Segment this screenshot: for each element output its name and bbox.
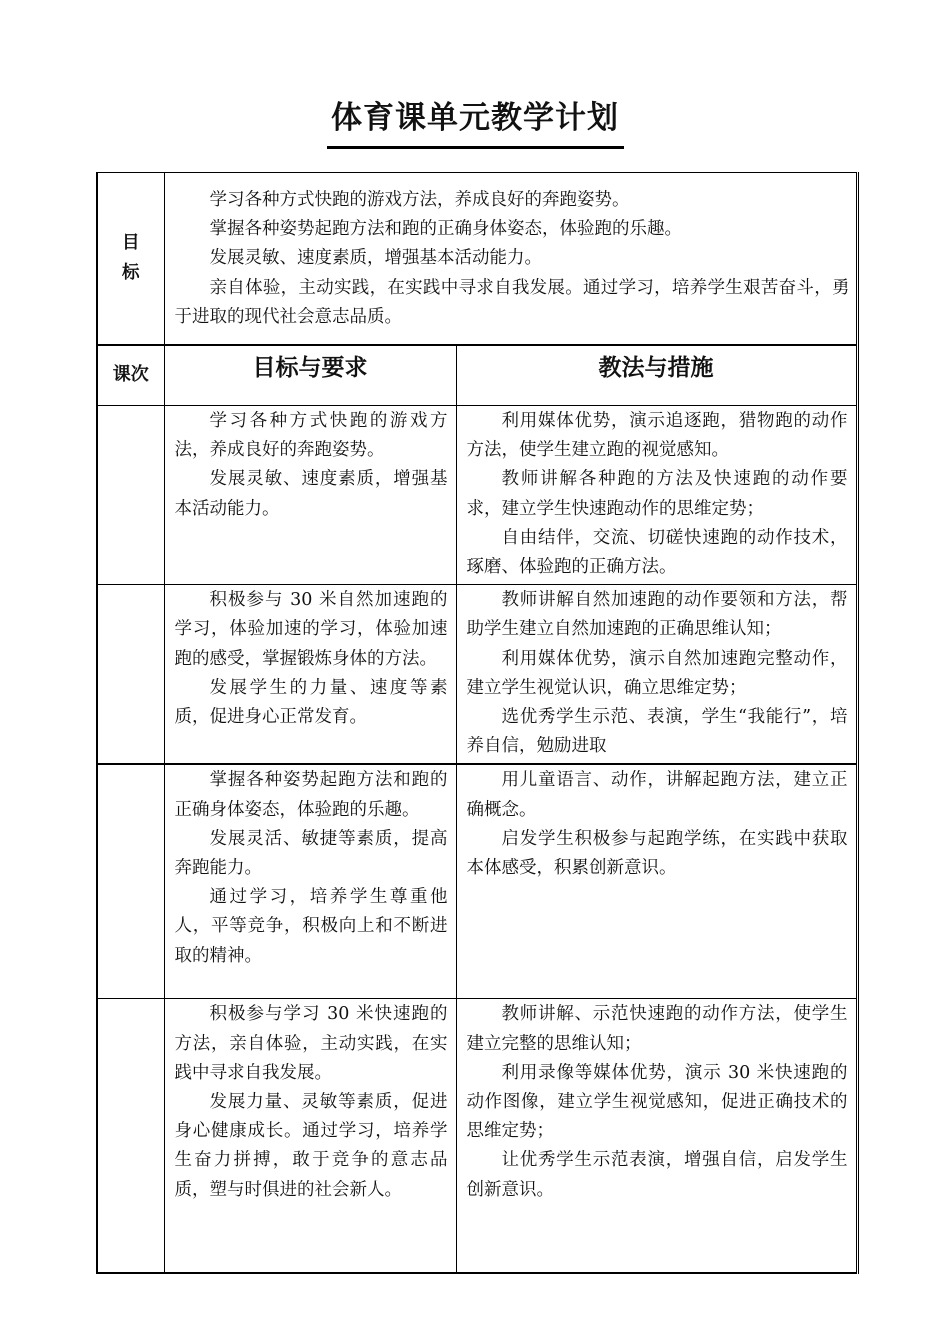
method-item: 启发学生积极参与起跑学练，在实践中获取本体感受，积累创新意识。	[466, 828, 848, 879]
methods-cell	[456, 999, 857, 1274]
header-methods: 教法与措施	[456, 345, 857, 406]
method-item: 自由结伴，交流、切磋快速跑的动作技术，琢磨、体验跑的正确方法。	[466, 527, 848, 578]
objectives-cell	[164, 999, 456, 1274]
plan-table	[96, 172, 859, 1274]
goal-label-bottom: 标	[122, 262, 140, 283]
methods-cell	[456, 764, 857, 999]
methods-cell	[456, 406, 857, 585]
objective-item: 发展力量、灵敏等素质，促进身心健康成长。通过学习，培养学生奋力拼搏，敢于竞争的意志品质，塑与时俱进的社会新人。	[174, 1092, 448, 1200]
table-row	[97, 585, 857, 765]
method-item: 利用媒体优势，演示追逐跑，猎物跑的动作方法，使学生建立跑的视觉感知。	[466, 411, 848, 461]
goal-paragraph: 学习各种方式快跑的游戏方法，养成良好的奔跑姿势。	[209, 190, 630, 210]
title-underline	[327, 146, 624, 149]
objectives-cell	[164, 764, 456, 999]
method-item: 教师讲解各种跑的方法及快速跑的动作要求，建立学生快速跑动作的思维定势；	[466, 469, 848, 519]
table-row	[97, 999, 857, 1274]
goal-row	[97, 173, 857, 346]
table-row	[97, 764, 857, 999]
methods-cell	[456, 585, 857, 765]
method-item: 用儿童语言、动作，讲解起跑方法，建立正确概念。	[466, 770, 848, 820]
objective-item: 积极参与 30 米自然加速跑的学习，体验加速的学习，体验加速跑的感受，掌握锻炼身体的方法。	[174, 590, 448, 669]
objective-item: 发展灵活、敏捷等素质，提高奔跑能力。	[174, 828, 448, 879]
objective-item: 积极参与学习 30 米快速跑的方法，亲自体验，主动实践，在实践中寻求自我发展。	[174, 1004, 448, 1083]
goal-label-cell	[97, 173, 164, 346]
goal-label-top: 目	[122, 233, 140, 254]
objectives-cell	[164, 406, 456, 585]
objective-item: 掌握各种姿势起跑方法和跑的正确身体姿态，体验跑的乐趣。	[174, 770, 448, 820]
goal-paragraph: 亲自体验，主动实践，在实践中寻求自我发展。通过学习，培养学生艰苦奋斗，勇于进取的现代社会意志品质。	[174, 277, 850, 327]
lesson-cell	[97, 585, 164, 765]
method-item: 选优秀学生示范、表演，学生“我能行”，培养自信，勉励进取	[466, 707, 848, 757]
header-objectives: 目标与要求	[164, 345, 456, 406]
lesson-cell	[97, 999, 164, 1274]
objective-item: 通过学习，培养学生尊重他人，平等竞争，积极向上和不断进取的精神。	[174, 887, 448, 966]
lesson-cell	[97, 406, 164, 585]
header-row	[97, 345, 857, 406]
objective-item: 发展灵敏、速度素质，增强基本活动能力。	[174, 469, 448, 519]
method-item: 利用录像等媒体优势，演示 30 米快速跑的动作图像，建立学生视觉感知，促进正确技术的思维定势；	[466, 1062, 848, 1142]
header-lesson: 课次	[97, 345, 164, 406]
method-item: 让优秀学生示范表演，增强自信，启发学生创新意识。	[466, 1150, 848, 1200]
method-item: 教师讲解、示范快速跑的动作方法，使学生建立完整的思维认知；	[466, 1004, 848, 1054]
objective-item: 学习各种方式快跑的游戏方法，养成良好的奔跑姿势。	[174, 411, 448, 461]
table-row	[97, 406, 857, 585]
method-item: 教师讲解自然加速跑的动作要领和方法，帮助学生建立自然加速跑的正确思维认知；	[466, 590, 848, 640]
objective-item: 发展学生的力量、速度等素质，促进身心正常发育。	[174, 677, 448, 728]
lesson-cell	[97, 764, 164, 999]
goal-paragraph: 发展灵敏、速度素质，增强基本活动能力。	[209, 248, 542, 269]
goal-text-cell	[164, 173, 857, 346]
page-title: 体育课单元教学计划	[331, 100, 619, 136]
method-item: 利用媒体优势，演示自然加速跑完整动作，建立学生视觉认识，确立思维定势；	[466, 648, 848, 698]
objectives-cell	[164, 585, 456, 765]
goal-paragraph: 掌握各种姿势起跑方法和跑的正确身体姿态，体验跑的乐趣。	[209, 219, 682, 240]
